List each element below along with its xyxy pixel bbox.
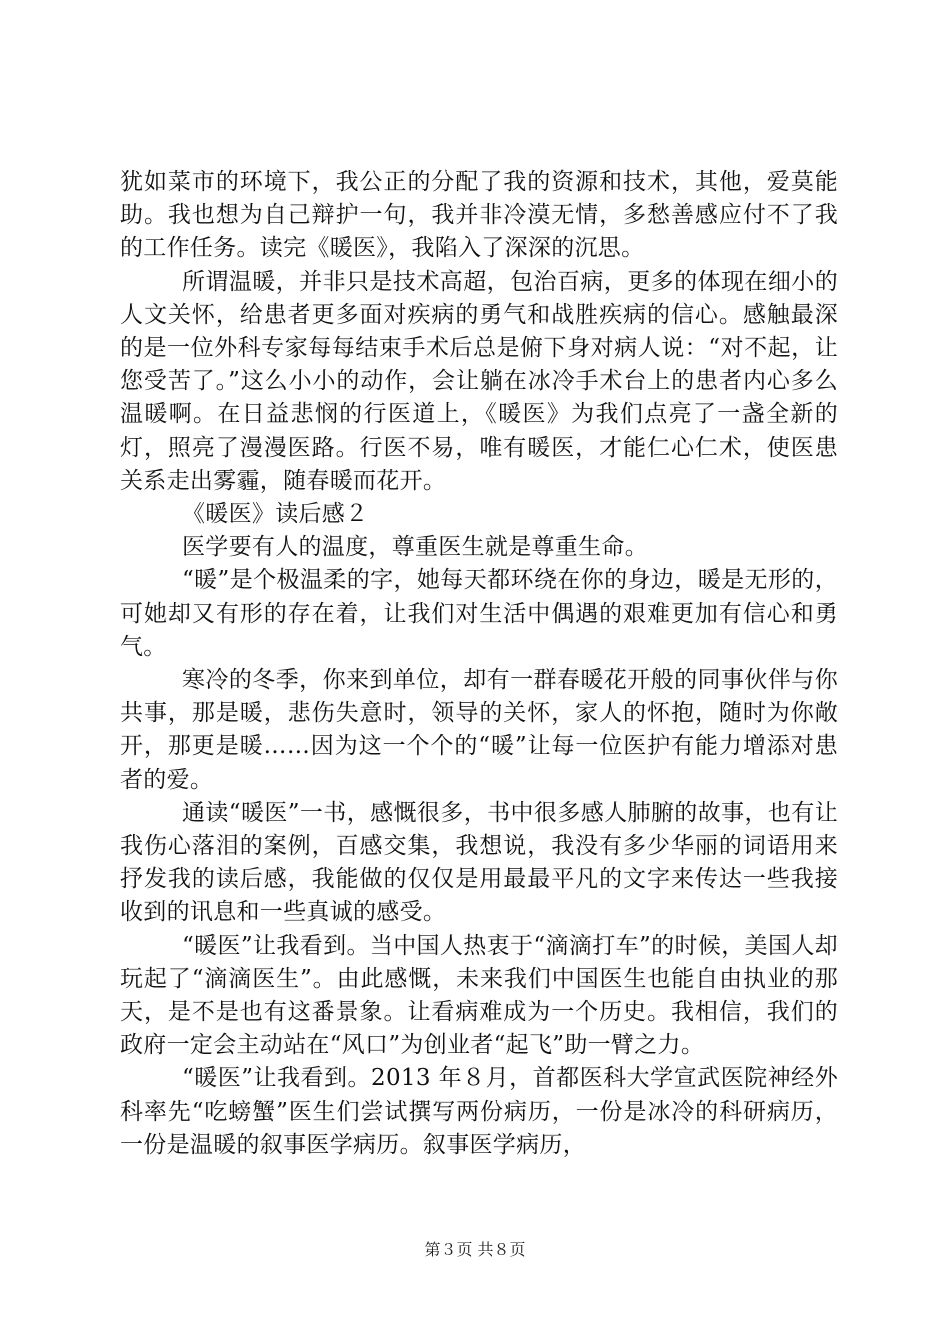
paragraph-2: 所谓温暖，并非只是技术高超，包治百病，更多的体现在细小的人文关怀，给患者更多面对疾病的勇气和战胜疾病的信心。感触最深的是一位外科专家每每结束手术后总是俯下身对病人说：“对不起，让您受苦了。”这么小小的动作，会让躺在冰冷手术台上的患者内心多么温暖啊。在日益悲悯的行医道上，《暖医》为我们点亮了一盏全新的灯，照亮了漫漫医路。行医不易，唯有暖医，才能仁心仁术，使医患关系走出雾霾，随春暖而花开。 [120,268,838,494]
paragraph-7: “暖医”让我看到。当中国人热衷于“滴滴打车”的时候，美国人却玩起了“滴滴医生”。由此感慨，未来我们中国医生也能自由执业的那天，是不是也有这番景象。让看病难成为一个历史。我相信，我们的政府一定会主动站在“风口”为创业者“起飞”助一臂之力。 [120,932,838,1059]
paragraph-5: 寒冷的冬季，你来到单位，却有一群春暖花开般的同事伙伴与你共事，那是暖，悲伤失意时，领导的关怀，家人的怀抱，随时为你敞开，那更是暖……因为这一个个的“暖”让每一位医护有能力增添对患者的爱。 [120,667,838,793]
page-footer: 第３页 共８页 [424,1240,526,1259]
paragraph-8: “暖医”让我看到。2013 年８月，首都医科大学宣武医院神经外科率先“吃螃蟹”医生们尝试撰写两份病历，一份是冰冷的科研病历，一份是温暖的叙事医学病历。叙事医学病历， [120,1065,838,1158]
paragraph-3: 医学要有人的温度，尊重医生就是尊重生命。 [182,534,648,561]
paragraph-4: “暖”是个极温柔的字，她每天都环绕在你的身边，暖是无形的，可她却又有形的存在着，让我们对生活中偶遇的艰难更加有信心和勇气。 [120,567,838,660]
document-body [120,166,838,1162]
section-heading: 《暖医》读后感２ [182,501,369,528]
paragraph-1: 犹如菜市的环境下，我公正的分配了我的资源和技术，其他，爱莫能助。我也想为自己辩护一句，我并非冷漠无情，多愁善感应付不了我的工作任务。读完《暖医》，我陷入了深深的沉思。 [120,169,838,262]
paragraph-6: 通读“暖医”一书，感慨很多，书中很多感人肺腑的故事，也有让我伤心落泪的案例，百感交集，我想说，我没有多少华丽的词语用来抒发我的读后感，我能做的仅仅是用最最平凡的文字来传达一些我接收到的讯息和一些真诚的感受。 [120,799,838,926]
